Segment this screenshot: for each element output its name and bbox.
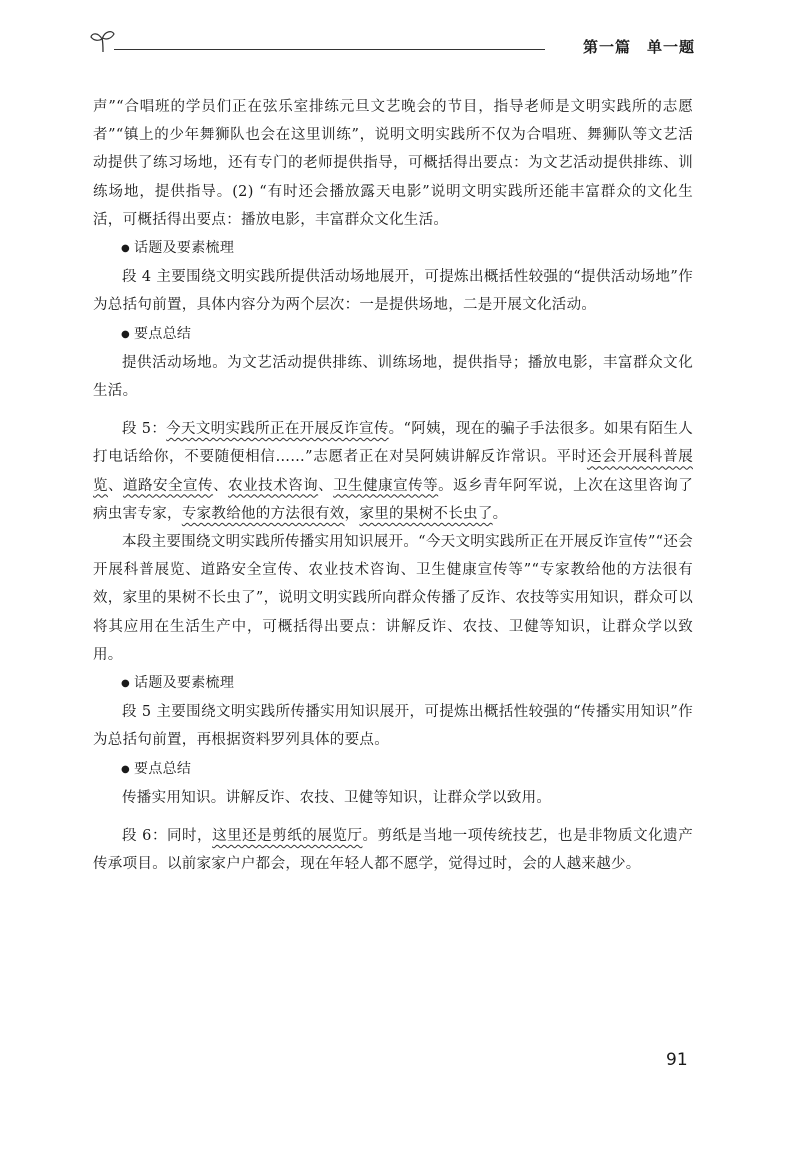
spacer	[93, 405, 693, 415]
segment-6-label: 段 6：	[122, 828, 167, 845]
segment-6	[93, 822, 693, 878]
highlight-s2: 这里还是剪纸的展览厅	[212, 828, 363, 845]
header-rule	[114, 49, 545, 50]
paragraph-topic-1: 段 4 主要围绕文明实践所提供活动场地展开，可提炼出概括性较强的“提供活动场地”作为总括句前置，具体内容分为两个层次：一是提供场地，二是开展文化活动。	[93, 269, 693, 314]
highlight-s9: 卫生健康宣传等	[333, 477, 439, 494]
text-s4: 、	[108, 477, 124, 494]
header-part: 第一篇	[582, 38, 631, 56]
highlight-s3: 还会开展科普展览	[93, 449, 693, 494]
text-s14: 。	[492, 505, 508, 522]
header-title	[583, 36, 695, 57]
text-s8: 、	[318, 477, 334, 494]
segment-5-label: 段 5：	[122, 421, 167, 438]
text-s2: 。“阿姨，现在的骗子手法很多。如果有陌生人打电话给你，不要随便相信……”志愿者正在对吴阿姨讲解反诈常识。平时	[93, 421, 694, 466]
page-content	[93, 93, 693, 878]
page-number: 91	[666, 1050, 688, 1070]
highlight-s1: 今天文明实践所正在开展反诈宣传	[166, 421, 389, 438]
highlight-s11: 专家教给他的方法很有效	[181, 505, 345, 522]
heading-summary-1: ● 要点总结	[93, 320, 693, 349]
highlight-s13: 家里的果树不长虫了	[359, 505, 493, 522]
segment-5	[93, 415, 693, 528]
highlight-s7: 农业技术咨询	[228, 477, 319, 494]
heading-topic-1: ● 话题及要素梳理	[93, 234, 693, 263]
paragraph-continued: 声”“合唱班的学员们正在弦乐室排练元旦文艺晚会的节目，指导老师是文明实践所的志愿者”“镇上的少年舞狮队也会在这里训练”，说明文明实践所不仅为合唱班、舞狮队等文艺活动提供了练习场地，还有专门的老师提供指导，可概括得出要点：为文艺活动提供排练、训练场地，提供指导。(2) “有时还会播放露天电影”说明文明实践所还能丰富群众的文化生活，可概括得出要点：播放电影，丰富群众文化生活。	[93, 99, 693, 228]
paragraph-analysis-5: 本段主要围绕文明实践所传播实用知识展开。“今天文明实践所正在开展反诈宣传”“还会开展科普展览、道路安全宣传、农业技术咨询、卫生健康宣传等”“专家教给他的方法很有效，家里的果树不长虫了”，说明文明实践所向群众传播了反诈、农技等实用知识，群众可以将其应用在生活生产中，可概括得出要点：讲解反诈、农技、卫健等知识，让群众学以致用。	[93, 534, 693, 663]
header-section: 单一题	[646, 38, 695, 56]
heading-summary-2: ● 要点总结	[93, 755, 693, 784]
paragraph-summary-2: 传播实用知识。讲解反诈、农技、卫健等知识，让群众学以致用。	[122, 789, 552, 806]
text-s1: 同时，	[166, 828, 213, 845]
text-s6: 、	[213, 477, 229, 494]
page-header	[90, 28, 695, 64]
text-s3: 。剪纸是当地一项传统技艺，也是非物质文化遗产传承项目。以前家家户户都会，现在年轻人都不愿学，觉得过时，会的人越来越少。	[93, 828, 693, 873]
paragraph-topic-2: 段 5 主要围绕文明实践所传播实用知识展开，可提炼出概括性较强的“传播实用知识”作为总括句前置，再根据资料罗列具体的要点。	[93, 704, 693, 749]
text-s12: ，	[344, 505, 360, 522]
heading-topic-2: ● 话题及要素梳理	[93, 669, 693, 698]
spacer	[93, 812, 693, 822]
paragraph-summary-1: 提供活动场地。为文艺活动提供排练、训练场地，提供指导；播放电影，丰富群众文化生活。	[93, 354, 693, 400]
sprout-icon	[90, 28, 116, 54]
highlight-s5: 道路安全宣传	[123, 477, 214, 494]
text-s10: 。返乡青年阿军说，上次在这里咨询了病虫害专家，	[93, 477, 693, 522]
